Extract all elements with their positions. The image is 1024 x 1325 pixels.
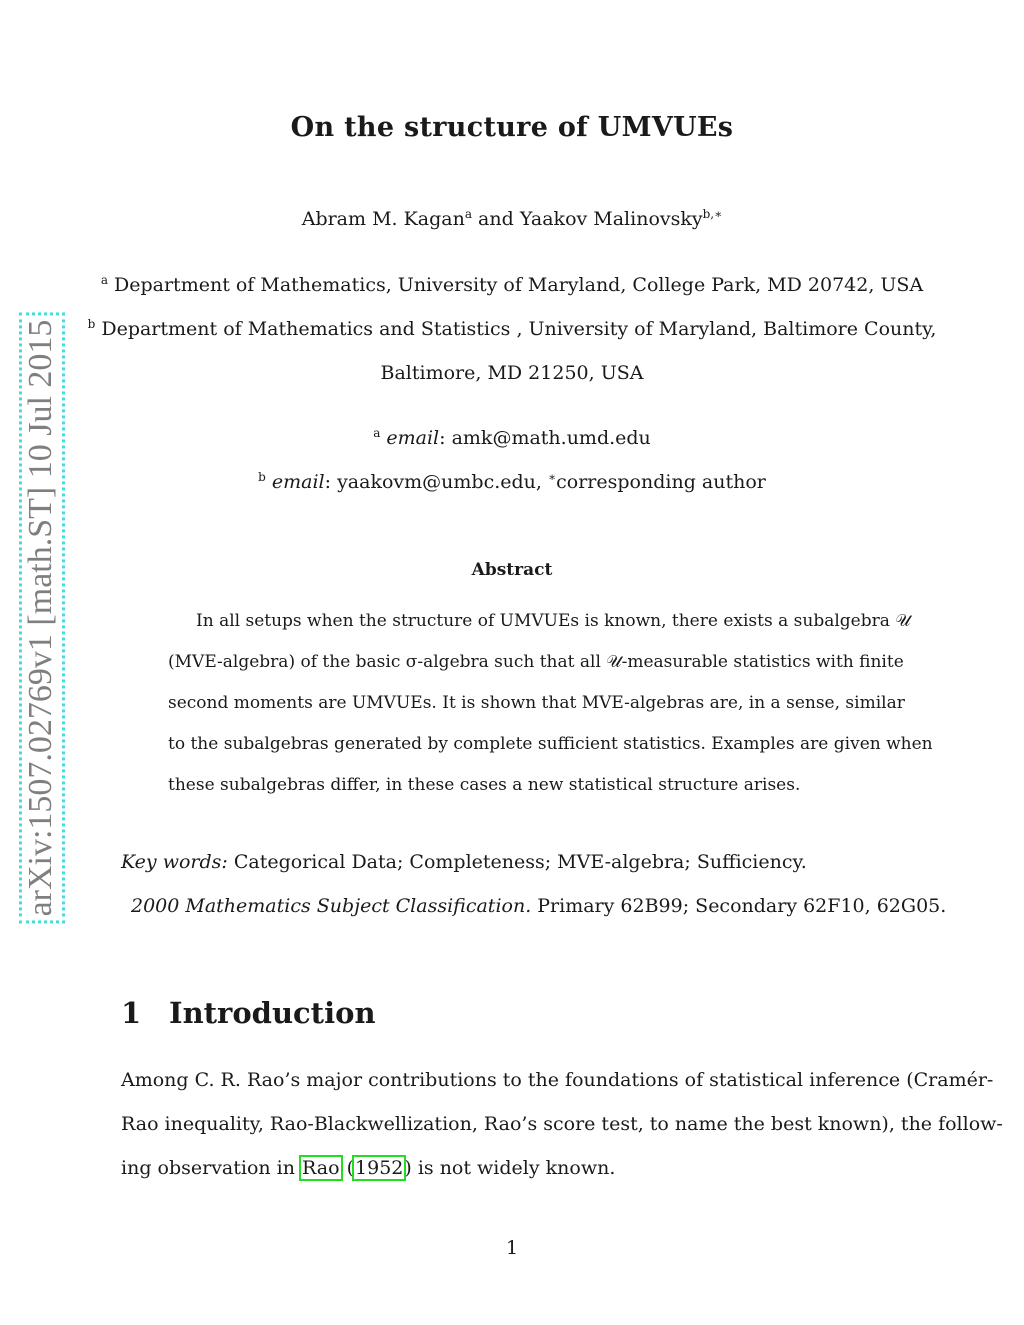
author-conjunction: and [472,208,520,230]
email-mark: b [258,470,266,484]
body-text: ) is not widely known. [404,1157,616,1179]
author-line [0,208,1024,230]
body-line: Among C. R. Rao’s major contributions to the foundations of statistical inference (Cramér- [121,1069,994,1091]
affiliation-b [0,318,1024,340]
affiliation-mark: b [87,317,96,331]
body-text: ing observation in [121,1157,302,1179]
corresponding-mark: ∗ [547,470,557,484]
abstract-line: these subalgebras differ, in these cases a new statistical structure arises. [168,775,801,795]
author-affiliation-mark: a [464,207,473,221]
abstract-heading: Abstract [471,560,553,580]
affiliation-b-cont [0,362,1024,384]
abstract-line: to the subalgebras generated by complete sufficient statistics. Examples are given when [168,734,933,754]
body-text: ( [340,1157,355,1179]
keywords-label: Key words: [121,851,228,873]
author-name: Yaakov Malinovsky [519,208,703,230]
email-a [0,427,1024,449]
abstract-line: In all setups when the structure of UMVUEs is known, there exists a subalgebra 𝒰 [196,611,911,631]
author-name: Abram M. Kagan [301,208,465,230]
corresponding-note: corresponding author [556,471,766,493]
msc-text: Primary 62B99; Secondary 62F10, 62G05. [531,895,947,917]
abstract-line: second moments are UMVUEs. It is shown that MVE-algebras are, in a sense, similar [168,693,905,713]
affiliation-text: Department of Mathematics, University of Maryland, College Park, MD 20742, USA [107,274,924,296]
arxiv-stamp: arXiv:1507.02769v1 [math.ST] 10 Jul 2015 [19,313,65,924]
email-label: email [386,427,440,449]
affiliation-mark: a [100,273,108,287]
email-address: : amk@math.umd.edu [439,427,651,449]
section-heading [121,996,376,1030]
body-line [121,1157,904,1179]
page-number: 1 [505,1237,519,1259]
paper-title: On the structure of UMVUEs [290,112,734,143]
msc-classification [131,895,946,917]
email-b [0,471,1024,493]
affiliation-a [0,274,1024,296]
body-line: Rao inequality, Rao-Blackwellization, Rao’s score test, to name the best known), the follow- [121,1113,1003,1135]
affiliation-text: Department of Mathematics and Statistics , University of Maryland, Baltimore County, [95,318,937,340]
section-number: 1 [121,996,142,1030]
abstract-line: (MVE-algebra) of the basic σ-algebra such that all 𝒰-measurable statistics with finite [168,652,904,672]
keywords [121,851,807,873]
affiliation-text: Baltimore, MD 21250, USA [380,362,644,384]
author-affiliation-mark: b,∗ [702,207,723,221]
keywords-text: Categorical Data; Completeness; MVE-algebra; Sufficiency. [227,851,807,873]
msc-label: 2000 Mathematics Subject Classification. [131,895,532,917]
email-address: : yaakovm@umbc.edu, [324,471,548,493]
section-title: Introduction [169,996,376,1030]
email-label: email [271,471,325,493]
citation-author-link[interactable]: Rao [302,1157,340,1179]
email-mark: a [373,426,381,440]
citation-year-link[interactable]: 1952 [355,1157,404,1179]
